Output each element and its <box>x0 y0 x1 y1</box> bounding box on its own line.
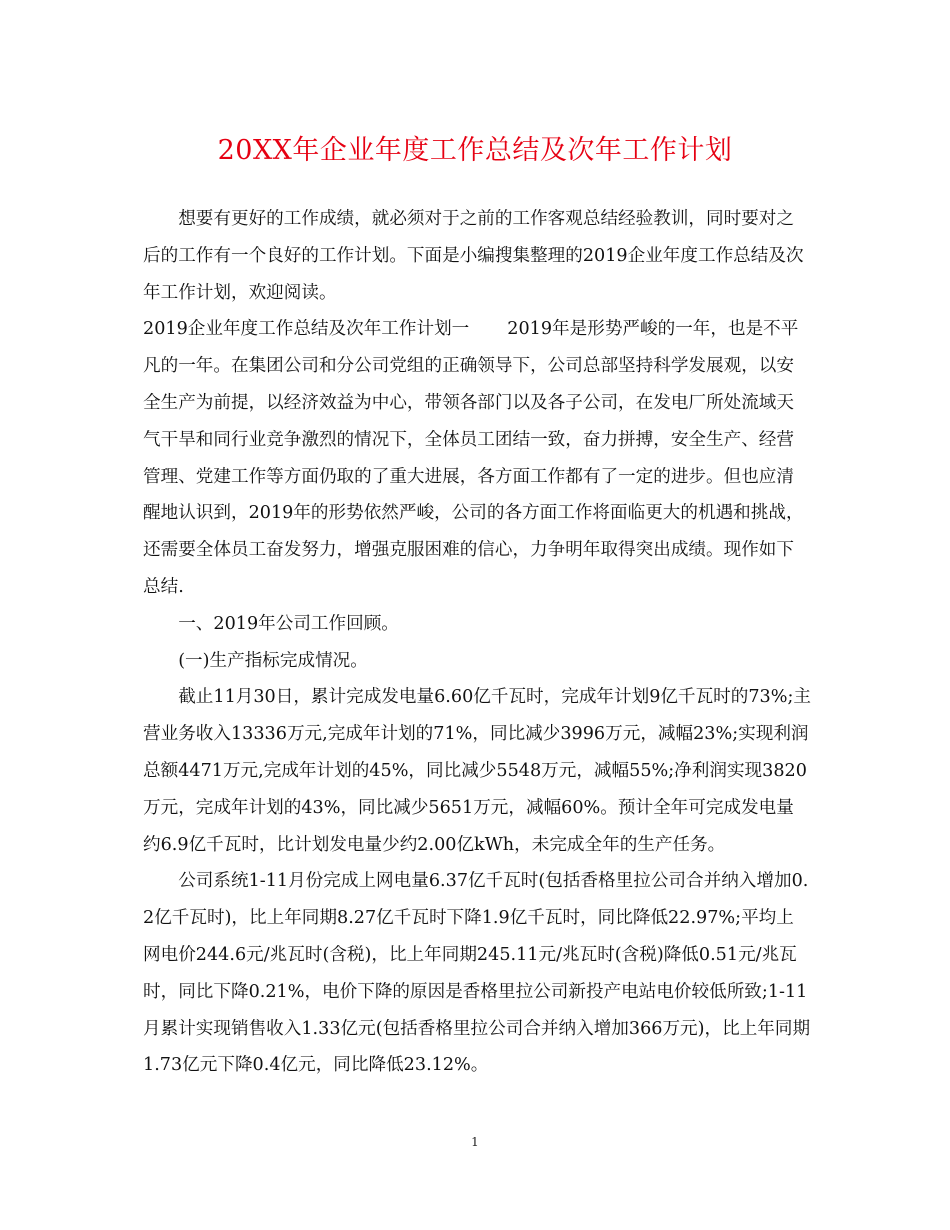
section-body: 2019年是形势严峻的一年，也是不平凡的一年。在集团公司和分公司党组的正确领导下，公司总部坚持科学发展观，以安全生产为前提，以经济效益为中心，带领各部门以及各子公司，在发电厂所处流域天气干旱和同行业竞争激烈的情况下，全体员工团结一致，奋力拼搏，安全生产、经营管理、党建工作等方面仍取的了重大进展，各方面工作都有了一定的进步。但也应清醒地认识到，2019年的形势依然严峻，公司的各方面工作将面临更大的机遇和挑战，还需要全体员工奋发努力，增强克服困难的信心，力争明年取得突出成绩。现作如下总结. <box>143 319 804 597</box>
heading-review: 一、2019年公司工作回顾。 <box>178 613 399 634</box>
production-paragraph: 截止11月30日，累计完成发电量6.60亿千瓦时，完成年计划9亿千瓦时的73%;主营业务收入13336万元,完成年计划的71%，同比减少3996万元，减幅23%;实现利润总额4471万元,完成年计划的45%，同比减少5548万元，减幅55%;净利润实现3820万元，完成年计划的43%，同比减少5651万元，减幅60%。预计全年可完成发电量约6.9亿千瓦时，比计划发电量少约2.00亿kWh，未完成全年的生产任务。 <box>143 687 811 855</box>
document-title: 20XX年企业年度工作总结及次年工作计划 <box>217 135 733 166</box>
intro-paragraph: 想要有更好的工作成绩，就必须对于之前的工作客观总结经验教训，同时要对之后的工作有一个良好的工作计划。下面是小编搜集整理的2019企业年度工作总结及次年工作计划，欢迎阅读。 <box>143 209 804 303</box>
section-heading: 2019企业年度工作总结及次年工作计划一 <box>143 319 470 340</box>
document-body <box>143 201 811 1084</box>
grid-power-paragraph: 公司系统1-11月份完成上网电量6.37亿千瓦时(包括香格里拉公司合并纳入增加0.2亿千瓦时)，比上年同期8.27亿千瓦时下降1.9亿千瓦时，同比降低22.97%;平均上网电价244.6元/兆瓦时(含税)，比上年同期245.11元/兆瓦时(含税)降低0.51元/兆瓦时，同比下降0.21%，电价下降的原因是香格里拉公司新投产电站电价较低所致;1-11月累计实现销售收入1.33亿元(包括香格里拉公司合并纳入增加366万元)，比上年同期1.73亿元下降0.4亿元，同比降低23.12%。 <box>143 871 811 1076</box>
page-number: 1 <box>471 1135 479 1149</box>
section-paragraph <box>143 311 811 605</box>
heading-production-indicators: (一)生产指标完成情况。 <box>178 650 368 671</box>
